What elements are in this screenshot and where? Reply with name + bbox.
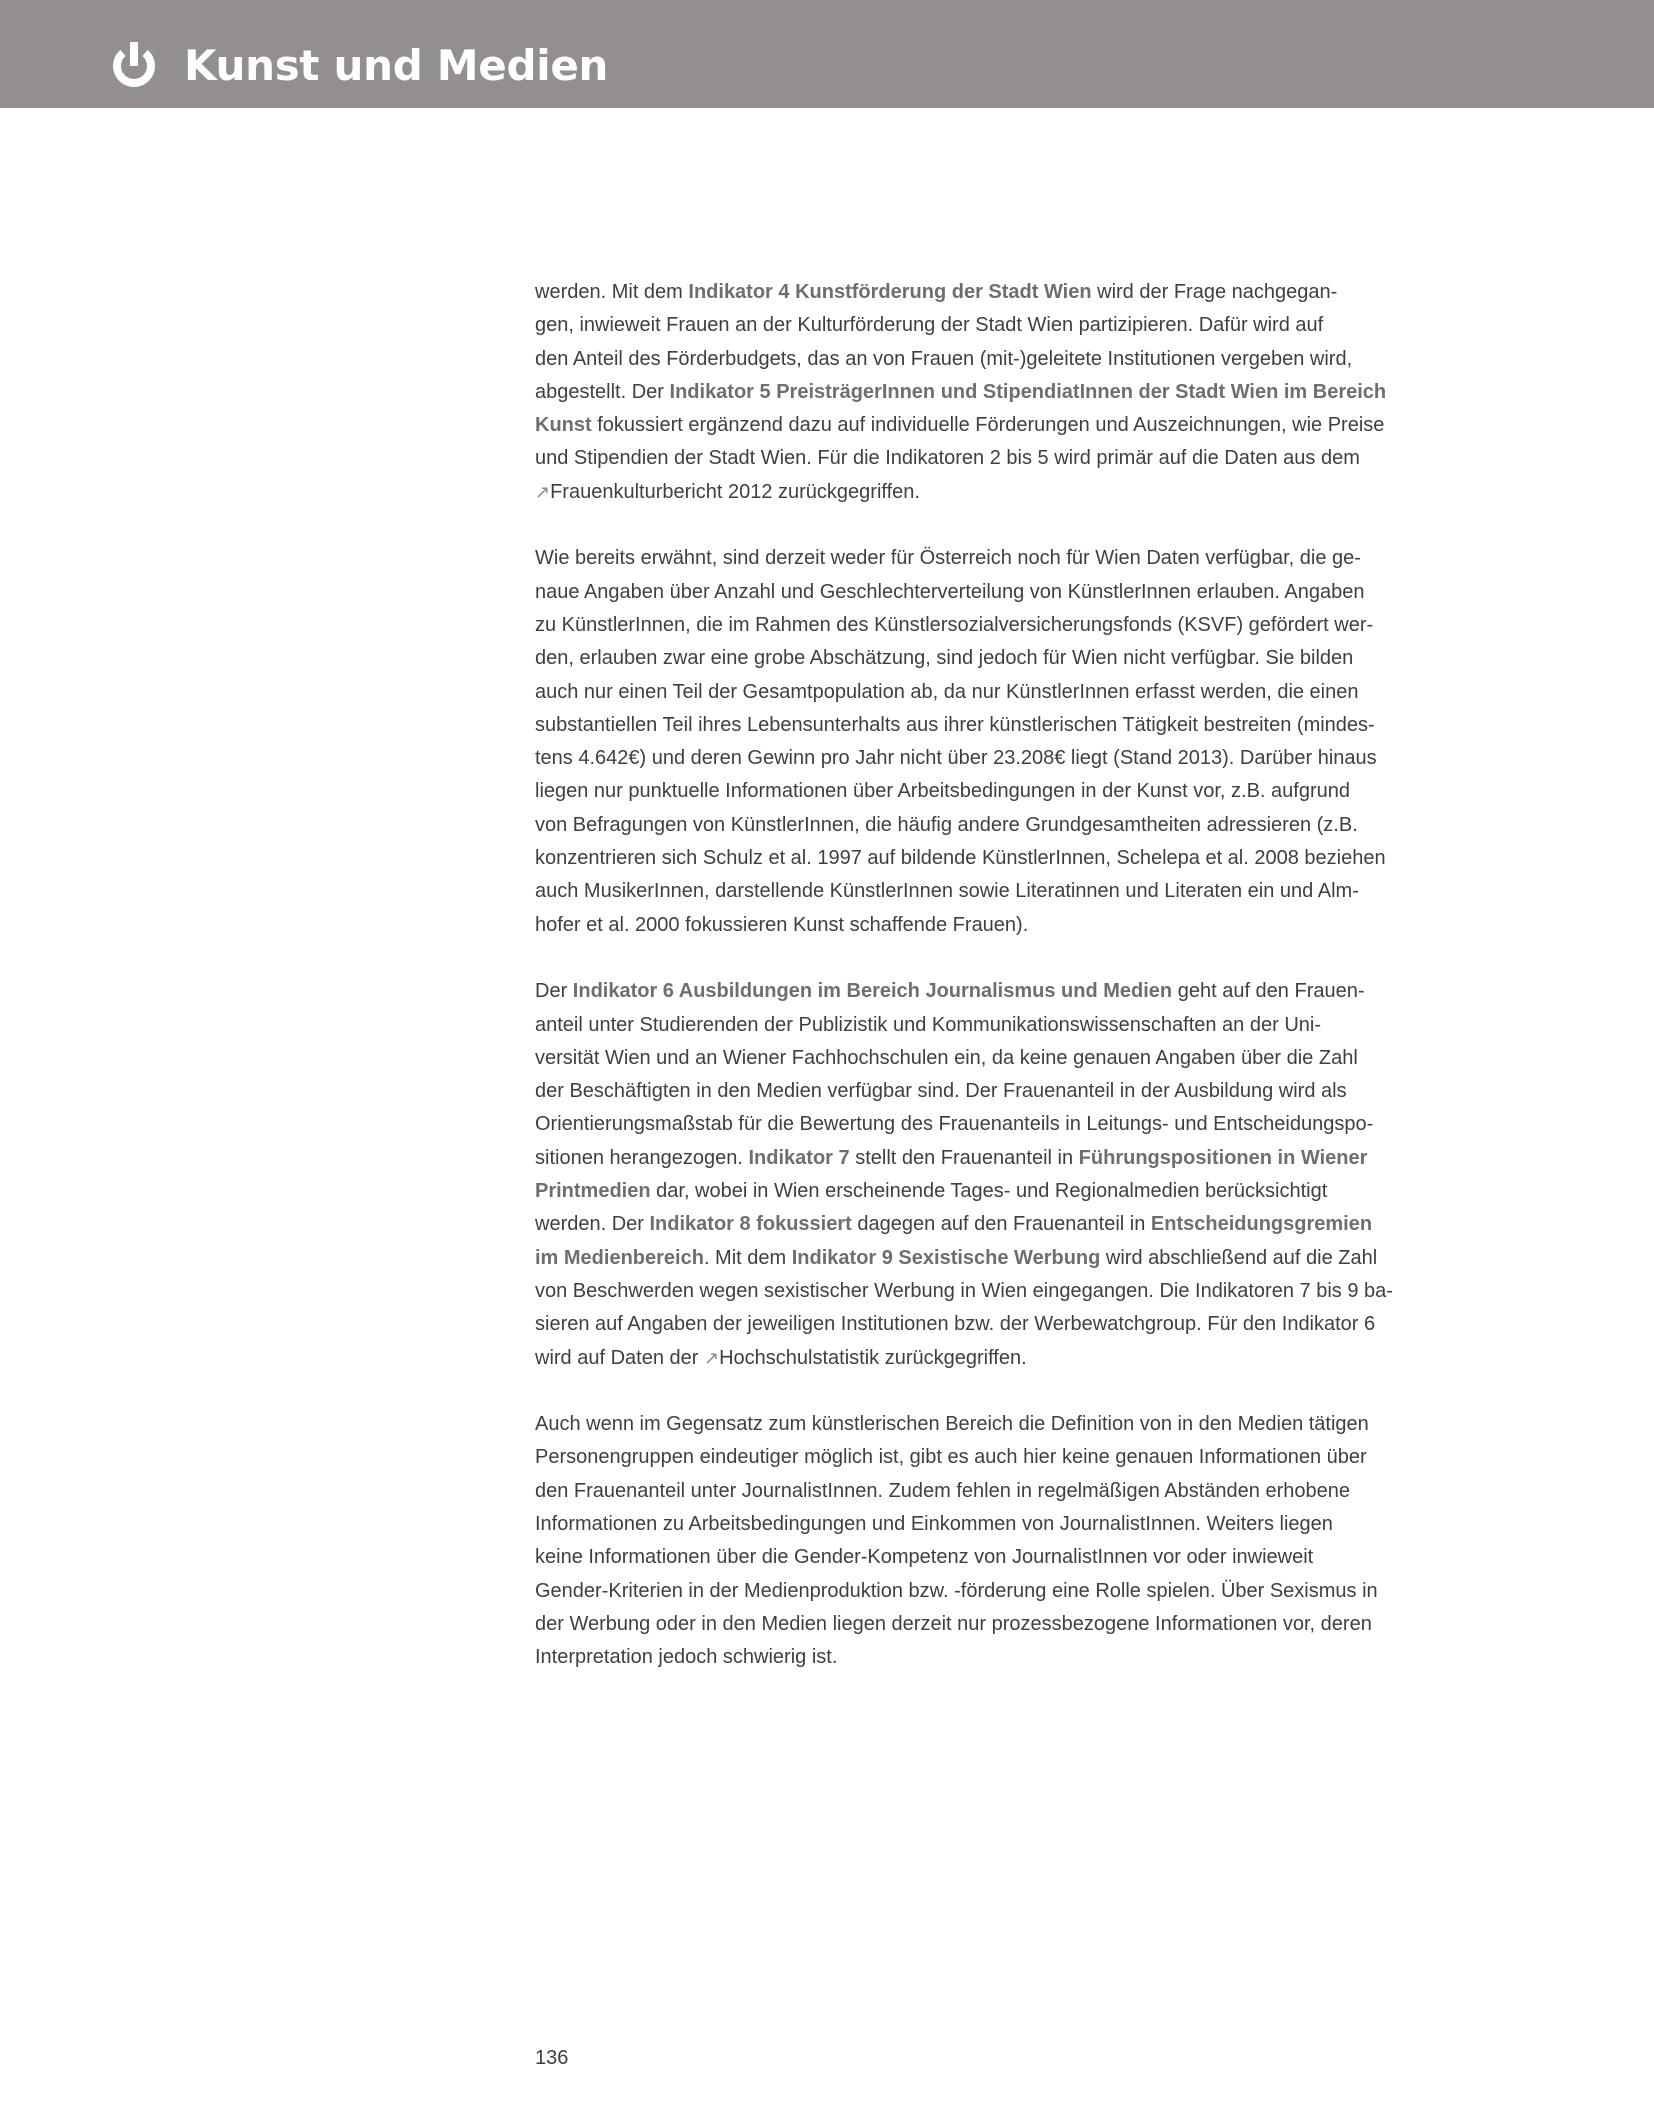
- text-segment: . Mit dem: [703, 1246, 792, 1269]
- text-line: [535, 1575, 1485, 1608]
- text-line: [535, 842, 1485, 875]
- paragraph: [535, 542, 1485, 942]
- indicator-highlight: Führungspositionen in Wiener: [1078, 1146, 1368, 1169]
- paragraph: [535, 975, 1485, 1375]
- text-line: [535, 1142, 1485, 1175]
- text-segment: den Frauenanteil unter JournalistInnen. Zudem fehlen in regelmäßigen Abständen erhobene: [535, 1479, 1350, 1502]
- link-arrow-icon: ↗: [703, 1347, 720, 1368]
- text-segment: sieren auf Angaben der jeweiligen Institutionen bzw. der Werbewatchgroup. Für den Indikator 6: [535, 1313, 1376, 1336]
- text-segment: Auch wenn im Gegensatz zum künstlerischen Bereich die Definition von in den Medien tätigen: [535, 1413, 1369, 1436]
- text-segment: naue Angaben über Anzahl und Geschlechterverteilung von KünstlerInnen erlauben. Angaben: [535, 580, 1365, 603]
- text-line: [535, 1075, 1485, 1108]
- text-segment: den Anteil des Förderbudgets, das an von Frauen (mit-)geleitete Institutionen vergeben wird,: [535, 347, 1353, 370]
- text-line: [535, 742, 1485, 775]
- header-bar: [0, 0, 1654, 108]
- text-line: [535, 1275, 1485, 1308]
- text-segment: versität Wien und an Wiener Fachhochschulen ein, da keine genauen Angaben über die Zahl: [535, 1046, 1358, 1069]
- text-line: [535, 542, 1485, 575]
- text-segment: von Beschwerden wegen sexistischer Werbung in Wien eingegangen. Die Indikatoren 7 bis 9 ba-: [535, 1279, 1393, 1302]
- text-line: [535, 676, 1485, 709]
- paragraph: [535, 276, 1485, 509]
- text-line: [535, 576, 1485, 609]
- text-line: [535, 1342, 1485, 1375]
- indicator-highlight: Indikator 4 Kunstförderung der Stadt Wien: [688, 281, 1092, 303]
- text-line: [535, 709, 1485, 742]
- text-segment: fokussiert ergänzend dazu auf individuelle Förderungen und Auszeichnungen, wie Preise: [591, 414, 1385, 437]
- text-segment: Interpretation jedoch schwierig ist.: [535, 1646, 838, 1669]
- text-segment: anteil unter Studierenden der Publizistik und Kommunikationswissenschaften an der Uni-: [535, 1013, 1321, 1036]
- section-title: Kunst und Medien: [184, 41, 609, 90]
- text-segment: werden. Der: [535, 1213, 650, 1236]
- text-line: [535, 1009, 1485, 1042]
- text-line: [535, 409, 1485, 442]
- text-segment: den, erlauben zwar eine grobe Abschätzung, sind jedoch für Wien nicht verfügbar. Sie bilden: [535, 647, 1354, 670]
- indicator-highlight: Indikator 9 Sexistische Werbung: [791, 1246, 1101, 1269]
- text-line: [535, 609, 1485, 642]
- paragraph-gap: [535, 1375, 1485, 1408]
- text-line: [535, 276, 1485, 309]
- text-segment: gen, inwieweit Frauen an der Kulturförderung der Stadt Wien partizipieren. Dafür wird auf: [535, 314, 1324, 337]
- text-segment: Wie bereits erwähnt, sind derzeit weder für Österreich noch für Wien Daten verfügbar, die ge-: [535, 547, 1361, 570]
- text-segment: Frauenkulturbericht 2012 zurückgegriffen.: [550, 480, 920, 503]
- text-segment: und Stipendien der Stadt Wien. Für die Indikatoren 2 bis 5 wird primär auf die Daten aus dem: [535, 447, 1360, 470]
- text-line: [535, 642, 1485, 675]
- body-text: [535, 276, 1485, 1674]
- text-line: [535, 1208, 1485, 1241]
- text-segment: sitionen herangezogen.: [535, 1146, 749, 1169]
- text-line: [535, 442, 1485, 475]
- text-line: [535, 909, 1485, 942]
- text-segment: dar, wobei in Wien erscheinende Tages- und Regionalmedien berücksichtigt: [650, 1180, 1328, 1203]
- text-line: [535, 1042, 1485, 1075]
- text-segment: dagegen auf den Frauenanteil in: [851, 1213, 1151, 1236]
- text-segment: stellt den Frauenanteil in: [849, 1146, 1079, 1169]
- text-line: [535, 1242, 1485, 1275]
- text-line: [535, 1641, 1485, 1674]
- text-segment: der Beschäftigten in den Medien verfügbar sind. Der Frauenanteil in der Ausbildung wird als: [535, 1080, 1347, 1103]
- text-segment: Der: [535, 980, 573, 1003]
- text-line: [535, 309, 1485, 342]
- text-segment: keine Informationen über die Gender-Kompetenz von JournalistInnen vor oder inwieweit: [535, 1546, 1314, 1569]
- power-icon: [108, 38, 160, 94]
- text-segment: geht auf den Frauen-: [1172, 980, 1365, 1003]
- text-line: [535, 1541, 1485, 1574]
- text-line: [535, 875, 1485, 908]
- text-segment: liegen nur punktuelle Informationen über Arbeitsbedingungen in der Kunst vor, z.B. aufgrund: [535, 780, 1350, 803]
- text-segment: werden. Mit dem: [535, 281, 689, 303]
- text-segment: substantiellen Teil ihres Lebensunterhalts aus ihrer künstlerischen Tätigkeit bestreiten (mindes-: [535, 713, 1375, 736]
- text-segment: hofer et al. 2000 fokussieren Kunst schaffende Frauen).: [535, 913, 1029, 936]
- indicator-highlight: im Medienbereich: [535, 1246, 704, 1269]
- text-segment: abgestellt. Der: [535, 380, 670, 403]
- paragraph-gap: [535, 942, 1485, 975]
- paragraph-gap: [535, 509, 1485, 542]
- text-segment: Hochschulstatistik zurückgegriffen.: [719, 1346, 1027, 1369]
- indicator-highlight: Indikator 7: [748, 1146, 850, 1169]
- text-segment: auch nur einen Teil der Gesamtpopulation ab, da nur KünstlerInnen erfasst werden, die einen: [535, 680, 1359, 703]
- text-segment: zu KünstlerInnen, die im Rahmen des Künstlersozialversicherungsfonds (KSVF) gefördert wer-: [535, 613, 1374, 636]
- text-line: [535, 1108, 1485, 1141]
- text-line: [535, 975, 1485, 1008]
- text-segment: Orientierungsmaßstab für die Bewertung des Frauenanteils in Leitungs- und Entscheidungspo-: [535, 1113, 1374, 1136]
- indicator-highlight: Printmedien: [535, 1180, 651, 1203]
- text-segment: Personengruppen eindeutiger möglich ist, gibt es auch hier keine genauen Informationen über: [535, 1446, 1367, 1469]
- text-segment: von Befragungen von KünstlerInnen, die häufig andere Grundgesamtheiten adressieren (z.B.: [535, 813, 1358, 836]
- text-line: [535, 376, 1485, 409]
- text-line: [535, 1175, 1485, 1208]
- text-line: [535, 1608, 1485, 1641]
- text-line: [535, 343, 1485, 376]
- paragraph: [535, 1408, 1485, 1674]
- indicator-highlight: Entscheidungsgremien: [1150, 1213, 1373, 1236]
- indicator-highlight: Kunst: [535, 414, 592, 437]
- indicator-highlight: Indikator 8 fokussiert: [649, 1213, 852, 1236]
- text-segment: konzentrieren sich Schulz et al. 1997 auf bildende KünstlerInnen, Schelepa et al. 2008 beziehen: [535, 847, 1386, 870]
- text-segment: der Werbung oder in den Medien liegen derzeit nur prozessbezogene Informationen vor, deren: [535, 1612, 1372, 1635]
- text-segment: wird auf Daten der: [535, 1346, 704, 1369]
- text-segment: tens 4.642€) und deren Gewinn pro Jahr nicht über 23.208€ liegt (Stand 2013). Darüber hinaus: [535, 747, 1377, 770]
- text-line: [535, 1408, 1485, 1441]
- link-arrow-icon: ↗: [535, 481, 551, 502]
- text-line: [535, 1475, 1485, 1508]
- indicator-highlight: Indikator 6 Ausbildungen im Bereich Journalismus und Medien: [572, 980, 1173, 1003]
- text-line: [535, 809, 1485, 842]
- text-segment: auch MusikerInnen, darstellende KünstlerInnen sowie Literatinnen und Literaten ein und Alm-: [535, 880, 1359, 903]
- text-line: [535, 476, 1485, 509]
- page-number: 136: [535, 2047, 569, 2069]
- text-segment: Informationen zu Arbeitsbedingungen und Einkommen von JournalistInnen. Weiters liegen: [535, 1512, 1333, 1535]
- text-line: [535, 1508, 1485, 1541]
- text-line: [535, 1308, 1485, 1341]
- text-line: [535, 1441, 1485, 1474]
- text-segment: wird der Frage nachgegan-: [1091, 281, 1338, 303]
- text-segment: Gender-Kriterien in der Medienproduktion bzw. -förderung eine Rolle spielen. Über Sexismus in: [535, 1579, 1378, 1602]
- text-segment: wird abschließend auf die Zahl: [1100, 1246, 1378, 1269]
- indicator-highlight: Indikator 5 PreisträgerInnen und StipendiatInnen der Stadt Wien im Bereich: [669, 380, 1387, 403]
- text-line: [535, 775, 1485, 808]
